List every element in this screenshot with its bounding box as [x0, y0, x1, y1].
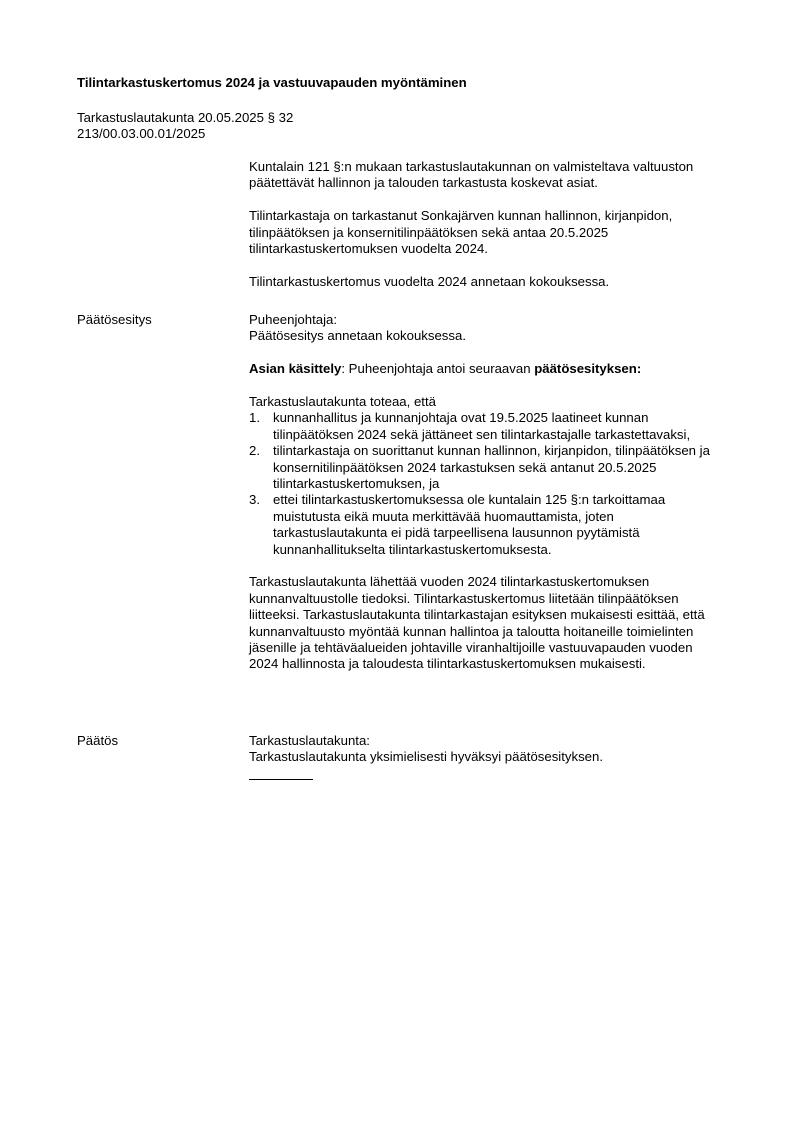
findings-list	[249, 410, 719, 558]
proposal-section	[249, 312, 719, 673]
case-number: 213/00.03.00.01/2025	[77, 126, 206, 142]
handling-text: : Puheenjohtaja antoi seuraavan	[341, 361, 535, 377]
list-item-text: kunnanhallitus ja kunnanjohtaja ovat 19.5.2025 laatineet kunnan tilinpäätöksen 2024 sekä jättäneet sen tilintarkastajalle tarkastettavaksi,	[273, 410, 691, 442]
proposal-presenter: Puheenjohtaja:	[249, 312, 337, 327]
handling-label: Asian käsittely	[249, 361, 342, 377]
meeting-reference: Tarkastuslautakunta 20.05.2025 § 32	[77, 110, 294, 125]
list-item-text: tilintarkastaja on suorittanut kunnan hallinnon, kirjanpidon, tilinpäätöksen ja konsernitilinpäätöksen 2024 tarkastuksen sekä antanut 20.5.2025 tilintarkastuskertomuksen, ja	[273, 443, 710, 492]
closing-paragraph: Tarkastuslautakunta lähettää vuoden 2024 tilintarkastuskertomuksen kunnanvaltuustolle tiedoksi. Tilintarkastuskertomus liitetään tilinpäätöksen liitteeksi. Tarkastuslautakunta tilintarkastajan esityksen mukaisesti esittää, että kunnanvaltuusto myöntää kunnan hallintoa ja taloutta hoitaneille toimielinten jäsenille ja tehtäväalueiden johtaville viranhaltijoille vastuuvapauden vuoden 2024 hallinnosta ja taloudesta tilintarkastuskertomuksen mukaisesti.	[249, 574, 705, 672]
handling-line	[249, 361, 719, 377]
handling-bold-text: päätösesityksen:	[534, 361, 642, 377]
proposal-label: Päätösesitys	[77, 312, 152, 327]
end-rule	[249, 779, 313, 780]
meeting-meta	[77, 110, 717, 143]
decision-text: Tarkastuslautakunta yksimielisesti hyväksyi päätösesityksen.	[249, 749, 604, 765]
proposal-text: Päätösesitys annetaan kokouksessa.	[249, 328, 466, 344]
document-title: Tilintarkastuskertomus 2024 ja vastuuvapauden myöntäminen	[77, 75, 467, 90]
decision-label: Päätös	[77, 733, 119, 748]
list-item-number: 1.	[249, 410, 260, 426]
intro-paragraph: Tilintarkastuskertomus vuodelta 2024 annetaan kokouksessa.	[249, 273, 610, 289]
list-item	[249, 443, 719, 492]
list-item-number: 2.	[249, 443, 260, 459]
decision-section	[249, 733, 719, 780]
intro-paragraph: Tilintarkastaja on tarkastanut Sonkajärven kunnan hallinnon, kirjanpidon, tilinpäätöksen ja konsernitilinpäätöksen sekä antaa 20.5.2025 tilintarkastuskertomuksen vuodelta 2024.	[249, 208, 673, 257]
intro-paragraph: Kuntalain 121 §:n mukaan tarkastuslautakunnan on valmisteltava valtuuston päätettävät hallinnon ja talouden tarkastusta koskevat asiat.	[249, 159, 694, 191]
list-item-text: ettei tilintarkastuskertomuksessa ole kuntalain 125 §:n tarkoittamaa muistutusta eikä muuta merkittävää huomauttamista, joten tarkastuslautakunta ei pidä tarpeellisena lausunnon pyytämistä kunnanhallitukselta tilintarkastuskertomuksesta.	[273, 492, 666, 557]
intro-section	[249, 159, 719, 307]
list-item-number: 3.	[249, 492, 260, 508]
decision-body: Tarkastuslautakunta:	[249, 733, 370, 748]
list-intro: Tarkastuslautakunta toteaa, että	[249, 394, 436, 409]
list-item	[249, 410, 719, 443]
list-item	[249, 492, 719, 558]
